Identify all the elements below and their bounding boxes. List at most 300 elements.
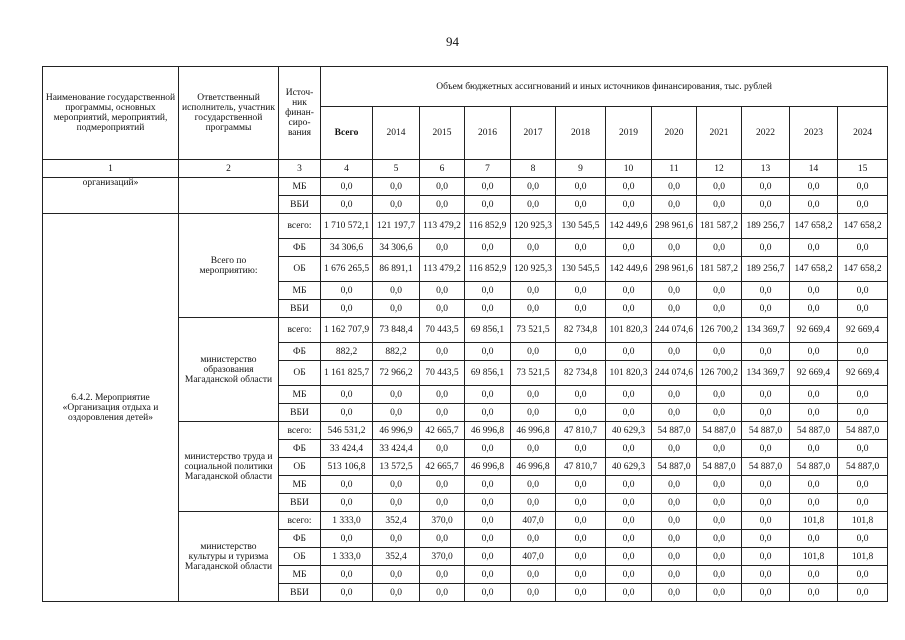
value-cell: 0,0 — [556, 386, 606, 404]
value-cell: 0,0 — [420, 494, 465, 512]
value-cell: 0,0 — [556, 512, 606, 530]
value-cell: 0,0 — [697, 512, 742, 530]
header-funding: Объем бюджетных ассигнований и иных источников финансирования, тыс. рублей — [321, 67, 888, 107]
value-cell: 101,8 — [790, 548, 838, 566]
column-number: 6 — [420, 160, 465, 178]
value-cell: 0,0 — [742, 282, 790, 300]
value-cell: 0,0 — [652, 343, 697, 361]
value-cell: 54 887,0 — [838, 458, 888, 476]
header-year: 2016 — [465, 107, 511, 160]
value-cell: 407,0 — [511, 512, 556, 530]
value-cell: 0,0 — [606, 282, 652, 300]
executor-name: министерство культуры и туризма Магаданской области — [179, 512, 279, 602]
header-year: 2022 — [742, 107, 790, 160]
source-cell: всего: — [279, 512, 321, 530]
value-cell: 0,0 — [606, 584, 652, 602]
total-cell: 1 161 825,7 — [321, 361, 373, 386]
executor-name: министерство образования Магаданской области — [179, 318, 279, 422]
value-cell: 0,0 — [790, 530, 838, 548]
header-year: 2015 — [420, 107, 465, 160]
value-cell: 0,0 — [606, 300, 652, 318]
value-cell: 69 856,1 — [465, 361, 511, 386]
column-number: 4 — [321, 160, 373, 178]
value-cell: 33 424,4 — [373, 440, 420, 458]
total-cell: 0,0 — [321, 494, 373, 512]
total-cell: 0,0 — [321, 178, 373, 196]
value-cell: 0,0 — [697, 282, 742, 300]
value-cell: 0,0 — [556, 178, 606, 196]
column-number: 13 — [742, 160, 790, 178]
value-cell: 0,0 — [742, 386, 790, 404]
value-cell: 0,0 — [373, 386, 420, 404]
value-cell: 0,0 — [742, 239, 790, 257]
column-number: 3 — [279, 160, 321, 178]
source-cell: ВБИ — [279, 584, 321, 602]
value-cell: 0,0 — [697, 300, 742, 318]
value-cell: 0,0 — [838, 566, 888, 584]
value-cell: 0,0 — [511, 239, 556, 257]
value-cell: 54 887,0 — [742, 422, 790, 440]
value-cell: 54 887,0 — [838, 422, 888, 440]
value-cell: 0,0 — [742, 404, 790, 422]
value-cell: 47 810,7 — [556, 422, 606, 440]
value-cell: 0,0 — [556, 282, 606, 300]
value-cell: 147 658,2 — [838, 257, 888, 282]
value-cell: 0,0 — [606, 440, 652, 458]
value-cell: 130 545,5 — [556, 214, 606, 239]
value-cell: 0,0 — [556, 239, 606, 257]
value-cell: 0,0 — [838, 476, 888, 494]
total-cell: 0,0 — [321, 404, 373, 422]
value-cell: 120 925,3 — [511, 214, 556, 239]
value-cell: 0,0 — [697, 440, 742, 458]
value-cell: 0,0 — [838, 494, 888, 512]
value-cell: 0,0 — [465, 494, 511, 512]
value-cell: 0,0 — [790, 584, 838, 602]
source-cell: ВБИ — [279, 196, 321, 214]
total-cell: 513 106,8 — [321, 458, 373, 476]
value-cell: 0,0 — [373, 584, 420, 602]
total-cell: 0,0 — [321, 476, 373, 494]
value-cell: 0,0 — [420, 584, 465, 602]
value-cell: 0,0 — [838, 440, 888, 458]
column-number: 15 — [838, 160, 888, 178]
value-cell: 0,0 — [465, 584, 511, 602]
value-cell: 0,0 — [606, 512, 652, 530]
total-cell: 1 333,0 — [321, 548, 373, 566]
value-cell: 54 887,0 — [742, 458, 790, 476]
value-cell: 0,0 — [697, 386, 742, 404]
value-cell: 42 665,7 — [420, 458, 465, 476]
value-cell: 0,0 — [652, 494, 697, 512]
value-cell: 0,0 — [697, 476, 742, 494]
column-number: 1 — [43, 160, 179, 178]
value-cell: 0,0 — [420, 239, 465, 257]
value-cell: 0,0 — [511, 494, 556, 512]
value-cell: 0,0 — [511, 300, 556, 318]
value-cell: 0,0 — [790, 239, 838, 257]
value-cell: 0,0 — [465, 566, 511, 584]
value-cell: 0,0 — [652, 282, 697, 300]
header-year: 2014 — [373, 107, 420, 160]
value-cell: 0,0 — [652, 566, 697, 584]
value-cell: 0,0 — [697, 566, 742, 584]
value-cell: 46 996,8 — [511, 458, 556, 476]
value-cell: 0,0 — [420, 404, 465, 422]
value-cell: 13 572,5 — [373, 458, 420, 476]
value-cell: 0,0 — [606, 239, 652, 257]
value-cell: 0,0 — [556, 584, 606, 602]
column-number: 9 — [556, 160, 606, 178]
value-cell: 0,0 — [790, 343, 838, 361]
value-cell: 101 820,3 — [606, 318, 652, 343]
value-cell: 0,0 — [742, 494, 790, 512]
header-year: 2023 — [790, 107, 838, 160]
value-cell: 92 669,4 — [838, 318, 888, 343]
value-cell: 92 669,4 — [790, 361, 838, 386]
value-cell: 0,0 — [790, 196, 838, 214]
source-cell: МБ — [279, 566, 321, 584]
value-cell: 147 658,2 — [838, 214, 888, 239]
value-cell: 116 852,9 — [465, 214, 511, 239]
total-cell: 33 424,4 — [321, 440, 373, 458]
header-year: 2019 — [606, 107, 652, 160]
value-cell: 0,0 — [742, 196, 790, 214]
value-cell: 0,0 — [465, 239, 511, 257]
value-cell: 116 852,9 — [465, 257, 511, 282]
value-cell: 0,0 — [373, 530, 420, 548]
value-cell: 0,0 — [606, 494, 652, 512]
value-cell: 0,0 — [373, 282, 420, 300]
source-cell: всего: — [279, 214, 321, 239]
value-cell: 181 587,2 — [697, 214, 742, 239]
value-cell: 0,0 — [606, 530, 652, 548]
value-cell: 407,0 — [511, 548, 556, 566]
value-cell: 46 996,8 — [511, 422, 556, 440]
value-cell: 0,0 — [606, 178, 652, 196]
value-cell: 0,0 — [556, 440, 606, 458]
value-cell: 54 887,0 — [790, 422, 838, 440]
source-cell: МБ — [279, 178, 321, 196]
value-cell: 0,0 — [838, 584, 888, 602]
value-cell: 0,0 — [790, 282, 838, 300]
value-cell: 101,8 — [838, 512, 888, 530]
value-cell: 0,0 — [556, 404, 606, 422]
value-cell: 0,0 — [790, 494, 838, 512]
value-cell: 298 961,6 — [652, 214, 697, 239]
value-cell: 0,0 — [511, 178, 556, 196]
value-cell: 0,0 — [742, 512, 790, 530]
value-cell: 0,0 — [652, 476, 697, 494]
value-cell: 101,8 — [790, 512, 838, 530]
total-cell: 0,0 — [321, 566, 373, 584]
header-year: 2018 — [556, 107, 606, 160]
value-cell: 126 700,2 — [697, 318, 742, 343]
value-cell: 0,0 — [465, 512, 511, 530]
value-cell: 0,0 — [465, 548, 511, 566]
value-cell: 101 820,3 — [606, 361, 652, 386]
value-cell: 54 887,0 — [697, 422, 742, 440]
value-cell: 54 887,0 — [652, 458, 697, 476]
value-cell: 0,0 — [790, 300, 838, 318]
value-cell: 0,0 — [556, 494, 606, 512]
value-cell: 189 256,7 — [742, 257, 790, 282]
header-year: 2024 — [838, 107, 888, 160]
value-cell: 121 197,7 — [373, 214, 420, 239]
table-row — [43, 178, 888, 196]
column-number: 5 — [373, 160, 420, 178]
column-number: 12 — [697, 160, 742, 178]
source-cell: ОБ — [279, 257, 321, 282]
value-cell: 0,0 — [511, 584, 556, 602]
value-cell: 0,0 — [652, 512, 697, 530]
value-cell: 0,0 — [556, 196, 606, 214]
value-cell: 0,0 — [606, 566, 652, 584]
value-cell: 0,0 — [838, 386, 888, 404]
value-cell: 0,0 — [556, 300, 606, 318]
value-cell: 0,0 — [373, 566, 420, 584]
value-cell: 0,0 — [742, 530, 790, 548]
value-cell: 73 848,4 — [373, 318, 420, 343]
value-cell: 54 887,0 — [652, 422, 697, 440]
source-cell: ФБ — [279, 530, 321, 548]
value-cell: 54 887,0 — [790, 458, 838, 476]
header-year: 2017 — [511, 107, 556, 160]
value-cell: 244 074,6 — [652, 318, 697, 343]
value-cell: 0,0 — [465, 386, 511, 404]
value-cell: 92 669,4 — [838, 361, 888, 386]
value-cell: 0,0 — [373, 404, 420, 422]
value-cell: 113 479,2 — [420, 214, 465, 239]
value-cell: 0,0 — [790, 404, 838, 422]
value-cell: 0,0 — [652, 300, 697, 318]
value-cell: 54 887,0 — [697, 458, 742, 476]
value-cell: 882,2 — [373, 343, 420, 361]
column-number: 10 — [606, 160, 652, 178]
value-cell: 147 658,2 — [790, 257, 838, 282]
measure-name: 6.4.2. Мероприятие «Организация отдыха и оздоровления детей» — [43, 214, 179, 602]
value-cell: 70 443,5 — [420, 361, 465, 386]
value-cell: 0,0 — [465, 178, 511, 196]
value-cell: 0,0 — [606, 196, 652, 214]
total-cell: 546 531,2 — [321, 422, 373, 440]
value-cell: 0,0 — [697, 178, 742, 196]
source-cell: ФБ — [279, 239, 321, 257]
value-cell: 0,0 — [838, 282, 888, 300]
value-cell: 0,0 — [838, 178, 888, 196]
value-cell: 0,0 — [606, 548, 652, 566]
value-cell: 0,0 — [652, 530, 697, 548]
source-cell: ВБИ — [279, 300, 321, 318]
header-year: 2020 — [652, 107, 697, 160]
value-cell: 0,0 — [652, 196, 697, 214]
value-cell: 0,0 — [838, 530, 888, 548]
source-cell: МБ — [279, 476, 321, 494]
value-cell: 0,0 — [420, 300, 465, 318]
value-cell: 0,0 — [742, 343, 790, 361]
value-cell: 0,0 — [465, 343, 511, 361]
value-cell: 0,0 — [465, 196, 511, 214]
value-cell: 244 074,6 — [652, 361, 697, 386]
value-cell: 142 449,6 — [606, 257, 652, 282]
value-cell: 0,0 — [420, 440, 465, 458]
value-cell: 130 545,5 — [556, 257, 606, 282]
value-cell: 0,0 — [652, 178, 697, 196]
value-cell: 0,0 — [420, 530, 465, 548]
value-cell: 0,0 — [697, 404, 742, 422]
value-cell: 0,0 — [556, 343, 606, 361]
value-cell: 189 256,7 — [742, 214, 790, 239]
value-cell: 0,0 — [465, 282, 511, 300]
value-cell: 0,0 — [556, 476, 606, 494]
column-number: 14 — [790, 160, 838, 178]
value-cell: 40 629,3 — [606, 458, 652, 476]
header-year: 2021 — [697, 107, 742, 160]
value-cell: 0,0 — [511, 196, 556, 214]
value-cell: 0,0 — [556, 566, 606, 584]
value-cell: 0,0 — [652, 584, 697, 602]
total-cell: 0,0 — [321, 530, 373, 548]
value-cell: 142 449,6 — [606, 214, 652, 239]
value-cell: 0,0 — [465, 300, 511, 318]
value-cell: 0,0 — [790, 476, 838, 494]
value-cell: 0,0 — [606, 386, 652, 404]
value-cell: 0,0 — [838, 300, 888, 318]
value-cell: 0,0 — [742, 440, 790, 458]
value-cell: 0,0 — [511, 440, 556, 458]
value-cell: 34 306,6 — [373, 239, 420, 257]
value-cell: 0,0 — [697, 530, 742, 548]
value-cell: 0,0 — [420, 386, 465, 404]
value-cell: 0,0 — [697, 343, 742, 361]
source-cell: ВБИ — [279, 404, 321, 422]
source-cell: МБ — [279, 386, 321, 404]
value-cell: 0,0 — [790, 566, 838, 584]
source-cell: всего: — [279, 318, 321, 343]
header-total: Всего — [321, 107, 373, 160]
value-cell: 0,0 — [420, 178, 465, 196]
value-cell: 181 587,2 — [697, 257, 742, 282]
value-cell: 0,0 — [373, 300, 420, 318]
value-cell: 72 966,2 — [373, 361, 420, 386]
value-cell: 0,0 — [742, 300, 790, 318]
value-cell: 0,0 — [697, 584, 742, 602]
value-cell: 0,0 — [742, 548, 790, 566]
value-cell: 0,0 — [838, 343, 888, 361]
value-cell: 0,0 — [606, 476, 652, 494]
value-cell: 0,0 — [838, 404, 888, 422]
header-executor: Ответственный исполнитель, участник государственной программы — [179, 67, 279, 160]
value-cell: 0,0 — [373, 196, 420, 214]
source-cell: ОБ — [279, 361, 321, 386]
value-cell: 0,0 — [420, 476, 465, 494]
source-cell: ОБ — [279, 548, 321, 566]
value-cell: 82 734,8 — [556, 361, 606, 386]
total-cell: 0,0 — [321, 300, 373, 318]
value-cell: 0,0 — [511, 566, 556, 584]
value-cell: 69 856,1 — [465, 318, 511, 343]
value-cell: 0,0 — [790, 386, 838, 404]
value-cell: 42 665,7 — [420, 422, 465, 440]
continuation-name: организаций» — [43, 178, 179, 214]
value-cell: 370,0 — [420, 548, 465, 566]
value-cell: 0,0 — [511, 343, 556, 361]
value-cell: 352,4 — [373, 512, 420, 530]
value-cell: 120 925,3 — [511, 257, 556, 282]
value-cell: 134 369,7 — [742, 361, 790, 386]
value-cell: 0,0 — [652, 239, 697, 257]
value-cell: 47 810,7 — [556, 458, 606, 476]
source-cell: ФБ — [279, 440, 321, 458]
total-cell: 882,2 — [321, 343, 373, 361]
value-cell: 0,0 — [606, 343, 652, 361]
total-cell: 0,0 — [321, 386, 373, 404]
value-cell: 0,0 — [652, 548, 697, 566]
value-cell: 0,0 — [511, 476, 556, 494]
column-number: 8 — [511, 160, 556, 178]
value-cell: 134 369,7 — [742, 318, 790, 343]
value-cell: 0,0 — [697, 196, 742, 214]
source-cell: ФБ — [279, 343, 321, 361]
value-cell: 86 891,1 — [373, 257, 420, 282]
value-cell: 73 521,5 — [511, 361, 556, 386]
executor-name: министерство труда и социальной политики Магаданской области — [179, 422, 279, 512]
value-cell: 73 521,5 — [511, 318, 556, 343]
value-cell: 0,0 — [420, 343, 465, 361]
value-cell: 0,0 — [373, 494, 420, 512]
value-cell: 0,0 — [606, 404, 652, 422]
total-cell: 1 676 265,5 — [321, 257, 373, 282]
value-cell: 126 700,2 — [697, 361, 742, 386]
value-cell: 0,0 — [697, 239, 742, 257]
value-cell: 0,0 — [373, 476, 420, 494]
column-number: 2 — [179, 160, 279, 178]
value-cell: 0,0 — [652, 386, 697, 404]
value-cell: 0,0 — [652, 440, 697, 458]
total-cell: 1 333,0 — [321, 512, 373, 530]
value-cell: 70 443,5 — [420, 318, 465, 343]
value-cell: 46 996,9 — [373, 422, 420, 440]
total-cell: 0,0 — [321, 196, 373, 214]
executor-name: Всего по мероприятию: — [179, 214, 279, 318]
page-number: 94 — [446, 34, 459, 49]
value-cell: 0,0 — [420, 196, 465, 214]
value-cell: 113 479,2 — [420, 257, 465, 282]
value-cell: 0,0 — [465, 476, 511, 494]
value-cell: 0,0 — [790, 440, 838, 458]
header-name: Наименование государственной программы, основных мероприятий, мероприятий, подмероприятий — [43, 67, 179, 160]
total-cell: 1 162 707,9 — [321, 318, 373, 343]
source-cell: ОБ — [279, 458, 321, 476]
source-cell: всего: — [279, 422, 321, 440]
source-cell: ВБИ — [279, 494, 321, 512]
value-cell: 147 658,2 — [790, 214, 838, 239]
value-cell: 0,0 — [556, 530, 606, 548]
funding-table — [42, 66, 888, 602]
total-cell: 34 306,6 — [321, 239, 373, 257]
column-number: 11 — [652, 160, 697, 178]
value-cell: 101,8 — [838, 548, 888, 566]
header-source: Источ-ник финан-сиро-вания — [279, 67, 321, 160]
value-cell: 352,4 — [373, 548, 420, 566]
value-cell: 0,0 — [373, 178, 420, 196]
value-cell: 0,0 — [465, 440, 511, 458]
value-cell: 0,0 — [465, 530, 511, 548]
value-cell: 0,0 — [511, 282, 556, 300]
value-cell: 0,0 — [511, 386, 556, 404]
value-cell: 0,0 — [511, 404, 556, 422]
value-cell: 0,0 — [697, 494, 742, 512]
